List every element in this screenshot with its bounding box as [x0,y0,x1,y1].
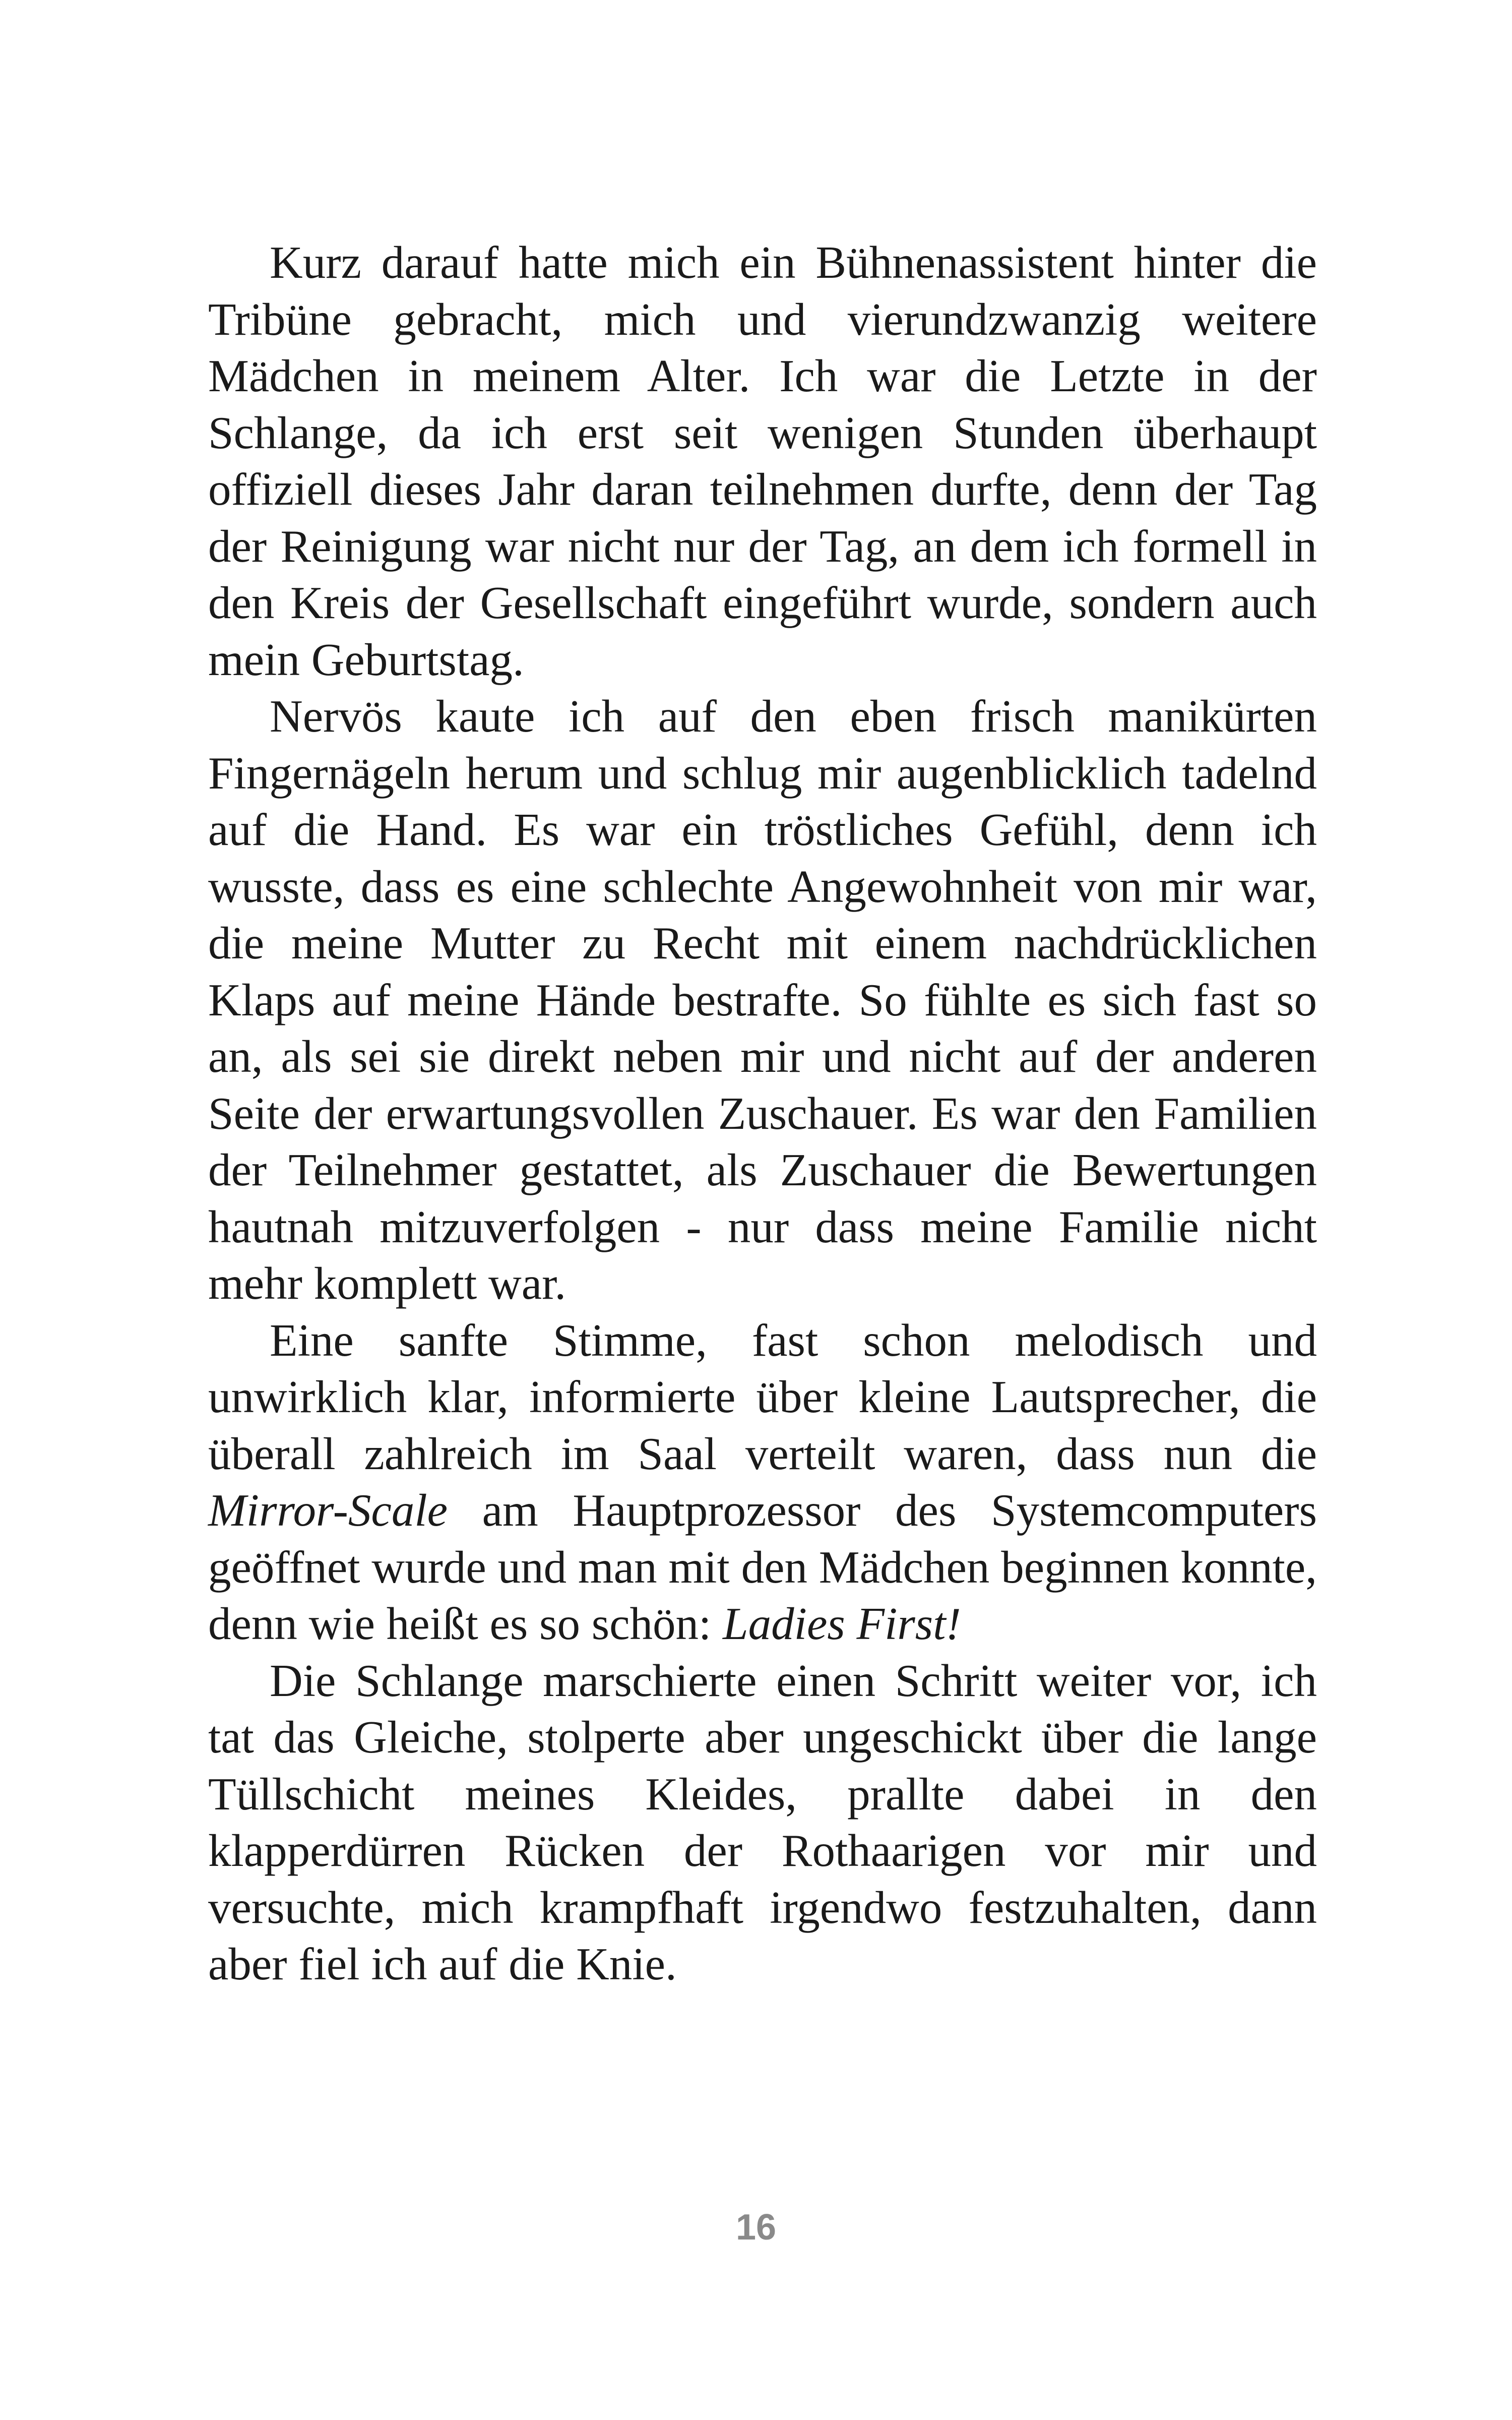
text-segment: Eine sanfte Stimme, fast schon melodisch und unwirklich klar, informierte über kleine Lautsprecher, die überall zahlreich im Saal verteilt waren, dass nun die [208,1314,1317,1479]
body-text [208,234,1317,1993]
page-number: 16 [735,2207,777,2248]
text-segment: am Hauptprozessor des Systemcomputers geöffnet wurde und man mit den Mädchen beginnen konnte, denn wie heißt es so schön: [208,1485,1317,1649]
text-segment: Kurz darauf hatte mich ein Bühnenassistent hinter die Tribüne gebracht, mich und vierundzwanzig weitere Mädchen in meinem Alter. Ich war die Letzte in der Schlange, da ich erst seit wenigen Stunden überhaupt offiziell dieses Jahr daran teilnehmen durfte, denn der Tag der Reinigung war nicht nur der Tag, an dem ich formell in den Kreis der Gesellschaft eingeführt wurde, sondern auch mein Geburtstag. [208,237,1317,685]
text-segment: Nervös kaute ich auf den eben frisch manikürten Fingernägeln herum und schlug mir augenblicklich tadelnd auf die Hand. Es war ein tröstliches Gefühl, denn ich wusste, dass es eine schlechte Angewohnheit von mir war, die meine Mutter zu Recht mit einem nachdrücklichen Klaps auf meine Hände bestrafte. So fühlte es sich fast so an, als sei sie direkt neben mir und nicht auf der anderen Seite der erwartungsvollen Zuschauer. Es war den Familien der Teilnehmer gestattet, als Zuschauer die Bewertungen hautnah mitzuverfolgen - nur dass meine Familie nicht mehr komplett war. [208,691,1317,1309]
text-segment: Die Schlange marschierte einen Schritt weiter vor, ich tat das Gleiche, stolperte aber ungeschickt über die lange Tüllschicht meines Kleides, prallte dabei in den klapperdürren Rücken der Rothaarigen vor mir und versuchte, mich krampfhaft irgendwo festzuhalten, dann aber fiel ich auf die Knie. [208,1655,1317,1989]
paragraph [208,688,1317,1312]
italic-term: Ladies First! [723,1598,961,1649]
italic-term: Mirror-Scale [208,1485,448,1536]
paragraph [208,1653,1317,1993]
paragraph [208,1312,1317,1653]
paragraph [208,234,1317,688]
